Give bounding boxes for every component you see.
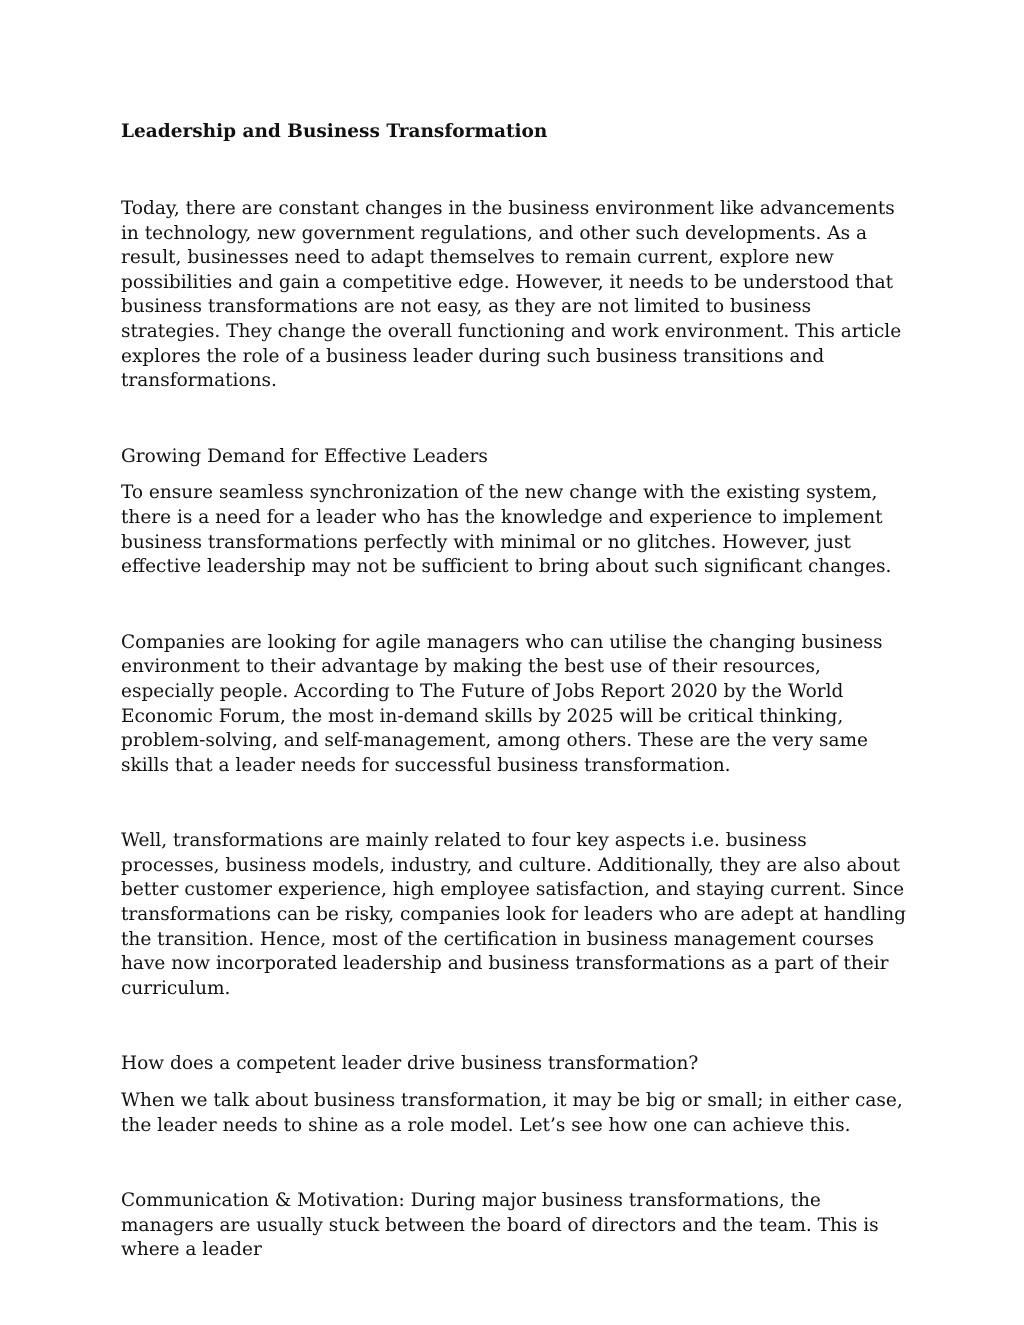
paragraph-intro: Today, there are constant changes in the business environment like advancements in technology, new government regulations, and other such developments. As a result, businesses need to adapt themselves to remain current, explore new possibilities and gain a competitive edge. However, it needs to be understood that business transformations are not easy, as they are not limited to business strategies. They change the overall functioning and work environment. This article explores the role of a business leader during such business transitions and transformations.	[121, 198, 902, 392]
paragraph-key-aspects: Well, transformations are mainly related to four key aspects i.e. business processes, business models, industry, and culture. Additionally, they are also about better customer experience, high employee satisfaction, and staying current. Since transformations can be risky, companies look for leaders who are adept at handling the transition. Hence, most of the certification in business management courses have now incorporated leadership and business transformations as a part of their curriculum.	[121, 830, 907, 999]
paragraph-role-model: When we talk about business transformation, it may be big or small; in either case, the leader needs to shine as a role model. Let’s see how one can achieve this.	[121, 1090, 903, 1136]
document-body	[121, 118, 911, 1263]
spacer	[121, 469, 911, 481]
spacer	[121, 580, 911, 631]
document-title: Leadership and Business Transformation	[121, 121, 548, 142]
spacer	[121, 1077, 911, 1089]
section-heading-competent-leader: How does a competent leader drive business transformation?	[121, 1053, 699, 1075]
spacer	[121, 778, 911, 829]
section-heading-demand: Growing Demand for Effective Leaders	[121, 445, 488, 467]
spacer	[121, 1138, 911, 1189]
paragraph-communication: Communication & Motivation: During major business transformations, the managers are usually stuck between the board of directors and the team. This is where a leader	[121, 1190, 879, 1261]
spacer	[121, 1001, 911, 1052]
paragraph-seamless: To ensure seamless synchronization of the new change with the existing system, there is a need for a leader who has the knowledge and experience to implement business transformations perfectly with minimal or no glitches. However, just effective leadership may not be sufficient to bring about such significant changes.	[121, 482, 892, 578]
spacer	[121, 394, 911, 445]
paragraph-agile-managers: Companies are looking for agile managers who can utilise the changing business environment to their advantage by making the best use of their resources, especially people. According to The Future of Jobs Report 2020 by the World Economic Forum, the most in-demand skills by 2025 will be critical thinking, problem-solving, and self-management, among others. These are the very same skills that a leader needs for successful business transformation.	[121, 631, 883, 776]
